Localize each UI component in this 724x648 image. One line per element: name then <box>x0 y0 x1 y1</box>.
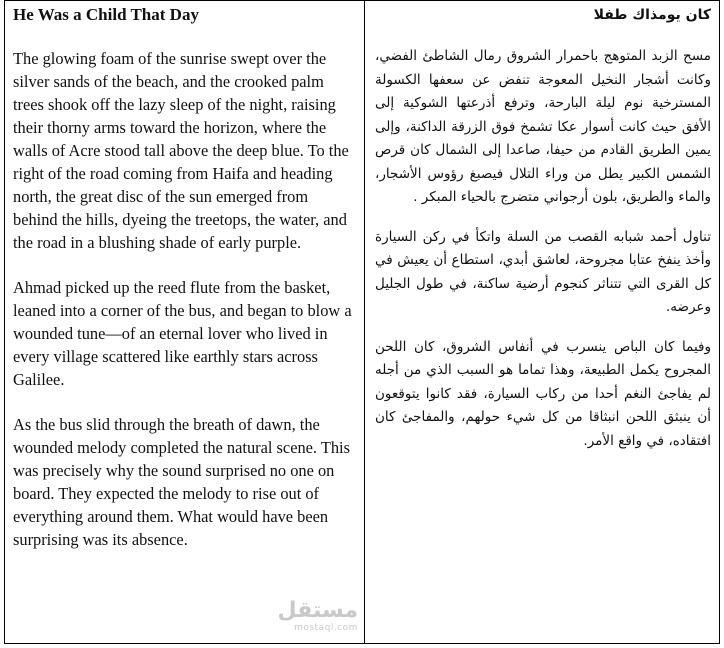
english-paragraph-1: The glowing foam of the sunrise swept over the silver sands of the beach, and the crooked palm trees shook off the lazy sleep of the night, raising their thorny arms toward the horizon, where the walls of Acre stood tall above the deep blue. To the right of the road coming from Haifa and heading north, the great disc of the sun emerged from behind the hills, dyeing the treetops, the water, and the road in a blushing shade of early purple. <box>13 49 349 252</box>
watermark-site: mostaql.com <box>294 623 358 633</box>
arabic-column <box>365 1 719 643</box>
watermark-logo-text: مستقل <box>277 598 358 623</box>
arabic-paragraph-1: مسح الزبد المتوهج باحمرار الشروق رمال الشاطئ الفضي، وكانت أشجار النخيل المعوجة تنفض عن سعفها الكسولة المسترخية نوم ليلة البارحة، وترفع أذرعتها الشوكية إلى الأفق حيث كانت أسوار عكا تشمخ فوق الزرقة الداكنة، وإلى يمين الطريق القادم من حيفا، صاعدا إلى الشمال كان قرص الشمس الكبير يطل من وراء التلال فيصبغ رؤوس الأشجار، والماء والطريق، بلون أرجواني متضرج بالحياء المبكر . <box>375 48 711 205</box>
english-title: He Was a Child That Day <box>13 5 199 24</box>
translation-table <box>4 0 720 644</box>
arabic-title: كان يومذاك طفلا <box>593 7 711 23</box>
arabic-paragraph-2: تناول أحمد شبابه القصب من السلة واتكأ في ركن السيارة وأخذ ينفخ عتابا مجروحة، لعاشق أبدي، استطاع أن يعيش في كل القرى التي تتناثر كنجوم أرضية ساكنة، في طول الجليل وعرضه. <box>375 228 711 315</box>
english-paragraph-2: Ahmad picked up the reed flute from the basket, leaned into a corner of the bus, and began to blow a wounded tune—of an eternal lover who lived in every village scattered like earthly stars across Galilee. <box>13 278 352 389</box>
mostaql-watermark <box>277 598 358 633</box>
english-paragraph-3: As the bus slid through the breath of dawn, the wounded melody completed the natural scene. This was precisely why the sound surprised no one on board. They expected the melody to rise out of everything around them. What would have been surprising was its absence. <box>13 415 350 549</box>
english-column <box>5 1 365 643</box>
arabic-paragraph-3: وفيما كان الباص ينسرب في أنفاس الشروق، كان اللحن المجروح يكمل الطبيعة، وهذا تماما هو السبب الذي من أجله لم يفاجئ النغم أحدا من ركاب السيارة، فقد كانوا يتوقعون أن ينبثق اللحن انبثاقا من كل شيء حولهم، والمفاجئ كان افتقاده، في واقع الأمر. <box>375 338 711 449</box>
